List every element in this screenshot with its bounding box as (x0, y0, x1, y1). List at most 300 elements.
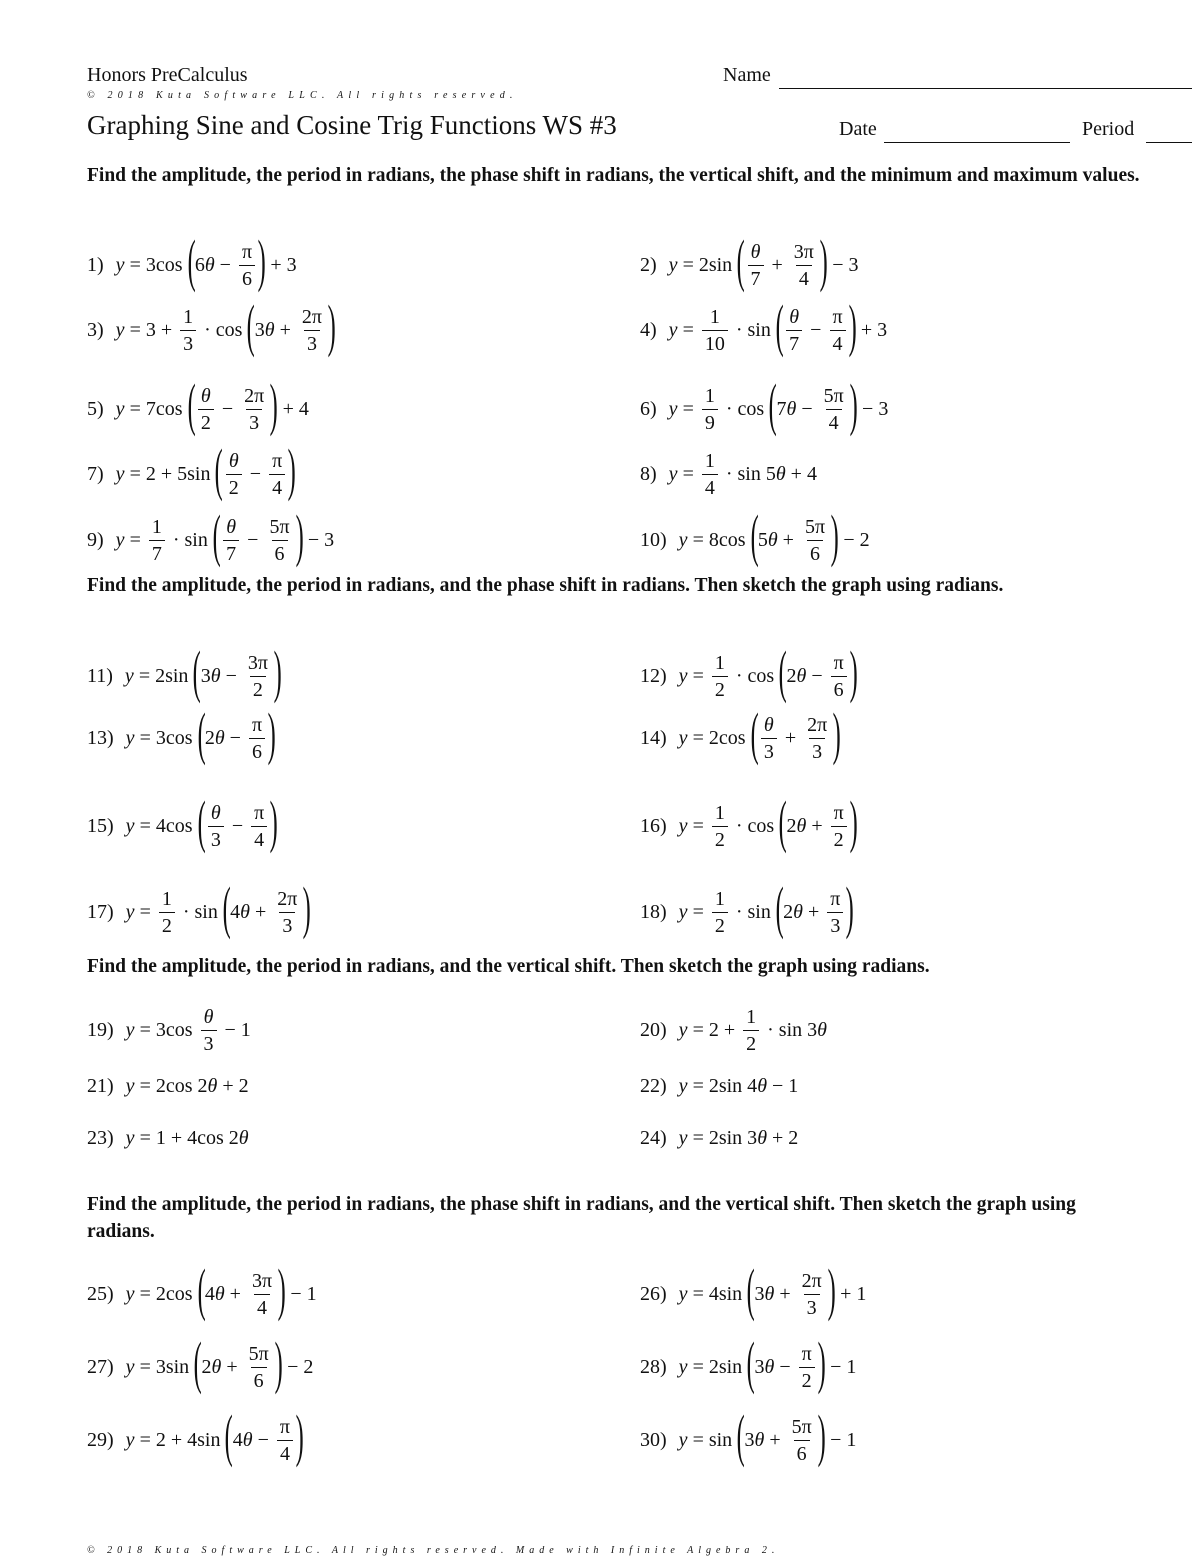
problem-29 (87, 1405, 303, 1475)
equation-text: + (766, 253, 788, 276)
equation-text: = 3 + (124, 318, 178, 341)
variable: θ (204, 253, 215, 276)
problem-number: 22) (640, 1074, 667, 1097)
problem-number: 16) (640, 814, 667, 837)
open-paren: ( (197, 789, 206, 854)
problem-15 (87, 791, 278, 861)
fraction (831, 653, 847, 700)
fraction-denominator: 2 (712, 826, 728, 850)
variable: θ (214, 1282, 225, 1305)
equation (669, 451, 817, 498)
fraction-numerator: 2π (244, 384, 265, 407)
equation (678, 1403, 857, 1469)
close-paren: ) (849, 372, 858, 437)
fraction-numerator: 1 (704, 449, 715, 472)
fraction (241, 386, 267, 433)
problem-number: 5) (87, 397, 104, 420)
equation-text: = 3cos (134, 1018, 198, 1041)
instructions-section-1: Find the amplitude, the period in radians, the phase shift in radians, the vertical shift, and the minimum and maximum values. (87, 165, 1140, 186)
equation-text: = (687, 664, 709, 687)
equation-text: · sin 3 (762, 1018, 818, 1041)
fraction (827, 889, 843, 936)
equation-text: − (806, 664, 828, 687)
variable: y (678, 726, 688, 749)
fraction-numerator: 1 (714, 801, 725, 824)
fraction-numerator: 1 (183, 305, 194, 328)
problem-number: 10) (640, 528, 667, 551)
variable: θ (796, 814, 807, 837)
equation-text: − (805, 318, 827, 341)
equation (668, 372, 889, 438)
equation-text: 2 (786, 664, 797, 687)
fraction-denominator: 2 (198, 409, 214, 433)
problem-14 (640, 703, 841, 773)
fraction (246, 1344, 272, 1391)
close-paren: ) (273, 639, 282, 704)
close-paren: ) (849, 789, 858, 854)
equation-text: − 2 (838, 528, 870, 551)
equation-text: − 1 (285, 1282, 317, 1305)
fraction-numerator: π (272, 449, 283, 472)
equation (115, 372, 309, 438)
equation (679, 1127, 799, 1150)
open-paren: ( (197, 701, 206, 766)
fraction (274, 889, 300, 936)
variable: θ (793, 900, 803, 923)
fraction (702, 386, 718, 433)
fraction (149, 517, 165, 564)
open-paren: ( (222, 875, 231, 940)
problem-24 (640, 1103, 798, 1173)
fraction-numerator: 3π (793, 240, 814, 263)
equation-text: = (134, 900, 156, 923)
fraction-denominator: 2 (743, 1030, 759, 1054)
equation (678, 701, 841, 767)
close-paren: ) (295, 503, 304, 568)
problem-5 (87, 374, 309, 444)
close-paren: ) (830, 503, 839, 568)
problem-7 (87, 439, 296, 509)
fraction-denominator: 6 (794, 1440, 810, 1464)
problem-27 (87, 1332, 313, 1402)
problem-number: 8) (640, 462, 657, 485)
problem-2 (640, 230, 859, 300)
equation (126, 1075, 249, 1098)
fraction-numerator: θ (200, 384, 211, 407)
equation-text: = 2sin (133, 664, 194, 687)
fraction-denominator: 2 (831, 826, 847, 850)
name-field[interactable] (779, 88, 1192, 89)
equation-text: = 2 + (687, 1018, 741, 1041)
equation-text: · sin 5 (720, 462, 776, 485)
open-paren: ( (768, 372, 777, 437)
equation-text: − (774, 1355, 796, 1378)
equation (678, 1257, 867, 1323)
equation-text: 3 (200, 664, 211, 687)
equation-text: + (221, 1355, 243, 1378)
footer-copyright: © 2018 Kuta Software LLC. All rights reserved. Made with Infinite Algebra 2. (87, 1545, 780, 1556)
close-paren: ) (274, 1330, 283, 1395)
fraction (831, 803, 847, 850)
equation (678, 639, 858, 705)
equation-text: 2 (783, 900, 794, 923)
equation (678, 789, 858, 855)
fraction (249, 715, 265, 762)
fraction (249, 1271, 275, 1318)
fraction (829, 307, 845, 354)
fraction-denominator: 4 (254, 1294, 270, 1318)
variable: y (678, 1074, 688, 1097)
equation-text: 2 (204, 726, 215, 749)
problem-number: 3) (87, 318, 104, 341)
equation (115, 228, 297, 294)
close-paren: ) (277, 1257, 286, 1322)
equation (115, 437, 296, 503)
fraction-numerator: θ (226, 515, 237, 538)
problem-11 (87, 641, 281, 711)
equation-text: − (220, 664, 242, 687)
equation-text: − (216, 397, 239, 420)
fraction-denominator: 4 (826, 409, 842, 433)
problem-25 (87, 1259, 317, 1329)
fraction (198, 386, 214, 433)
fraction-denominator: 3 (246, 409, 262, 433)
variable: y (668, 462, 678, 485)
equation-text: + (806, 814, 828, 837)
close-paren: ) (269, 372, 278, 437)
variable: y (678, 814, 688, 837)
variable: y (115, 397, 125, 420)
fraction-denominator: 3 (761, 738, 777, 762)
fraction (223, 517, 239, 564)
fraction (208, 803, 224, 850)
fraction-denominator: 3 (279, 912, 295, 936)
fraction (226, 451, 242, 498)
equation-text: + (774, 1282, 796, 1305)
close-paren: ) (832, 701, 841, 766)
equation-text: + 4 (785, 462, 817, 485)
close-paren: ) (269, 789, 278, 854)
fraction-denominator: 6 (831, 676, 847, 700)
variable: θ (767, 528, 778, 551)
problem-4 (640, 295, 887, 365)
equation (678, 503, 870, 569)
fraction-denominator: 6 (249, 738, 265, 762)
equation (125, 1403, 304, 1469)
equation-text: · cos (730, 664, 780, 687)
variable: θ (764, 1282, 775, 1305)
fraction-denominator: 3 (304, 330, 320, 354)
variable: θ (786, 397, 797, 420)
equation-text: − 2 (282, 1355, 314, 1378)
fraction (802, 517, 828, 564)
equation-text: = 2 + 5sin (124, 462, 216, 485)
fraction-numerator: 2π (807, 713, 828, 736)
fraction-numerator: 5π (804, 515, 826, 538)
variable: y (115, 462, 125, 485)
variable: θ (210, 664, 221, 687)
equation (125, 1257, 317, 1323)
fraction (799, 1344, 815, 1391)
equation-text: + (224, 1282, 246, 1305)
course-name: Honors PreCalculus (87, 64, 248, 86)
variable: y (668, 397, 678, 420)
problem-1 (87, 230, 297, 300)
open-paren: ( (247, 293, 256, 358)
fraction-denominator: 3 (804, 1294, 820, 1318)
problem-number: 21) (87, 1074, 114, 1097)
equation-text: 3 (754, 1282, 765, 1305)
date-label: Date (839, 118, 877, 140)
variable: y (125, 1074, 135, 1097)
variable: y (115, 528, 125, 551)
fraction-denominator: 4 (269, 474, 285, 498)
fraction-numerator: 5π (269, 515, 290, 538)
equation-text: = 7cos (124, 397, 188, 420)
variable: y (678, 1355, 688, 1378)
fraction-numerator: 5π (823, 384, 844, 407)
equation-text: · sin (167, 528, 213, 551)
close-paren: ) (257, 228, 266, 293)
close-paren: ) (267, 701, 276, 766)
fraction-numerator: 2π (277, 887, 298, 910)
fraction (799, 1271, 825, 1318)
equation-text: = sin (687, 1428, 738, 1451)
equation-text: − 1 (825, 1428, 857, 1451)
fraction-denominator: 6 (272, 540, 288, 564)
fraction-numerator: θ (750, 240, 761, 263)
variable: y (125, 1018, 135, 1041)
problem-8 (640, 439, 817, 509)
equation-text: 4 (204, 1282, 215, 1305)
variable: y (125, 1282, 135, 1305)
fraction-numerator: π (833, 801, 844, 824)
equation (124, 639, 282, 705)
equation-text: − 3 (857, 397, 889, 420)
open-paren: ( (212, 503, 221, 568)
open-paren: ( (187, 228, 196, 293)
problem-number: 28) (640, 1355, 667, 1378)
equation-text: · sin (730, 900, 776, 923)
problem-number: 14) (640, 726, 667, 749)
fraction (201, 1007, 217, 1054)
open-paren: ( (193, 1330, 202, 1395)
fraction-numerator: 3π (247, 651, 268, 674)
fraction (748, 242, 764, 289)
fraction-denominator: 7 (786, 330, 802, 354)
open-paren: ( (750, 701, 759, 766)
variable: y (678, 528, 688, 551)
equation-text: 2 (201, 1355, 212, 1378)
equation-text: − 1 (767, 1074, 799, 1097)
fraction (789, 1417, 815, 1464)
period-field[interactable] (1146, 142, 1192, 143)
fraction-numerator: 1 (714, 887, 725, 910)
problem-number: 4) (640, 318, 657, 341)
equation-text: = 8cos (687, 528, 751, 551)
equation-text: − 3 (302, 528, 335, 551)
problem-number: 12) (640, 664, 667, 687)
equation-text: 7 (776, 397, 787, 420)
close-paren: ) (848, 293, 857, 358)
equation-text: 3 (744, 1428, 755, 1451)
fraction-denominator: 3 (809, 738, 825, 762)
equation-text: − (796, 397, 818, 420)
problem-23 (87, 1103, 249, 1173)
fraction-numerator: 5π (248, 1342, 269, 1365)
equation-text: − (252, 1428, 274, 1451)
equation-text: − (224, 726, 246, 749)
problem-number: 18) (640, 900, 667, 923)
fraction-denominator: 4 (830, 330, 846, 354)
close-paren: ) (817, 1330, 826, 1395)
variable: y (668, 253, 678, 276)
problem-number: 1) (87, 253, 104, 276)
equation-text: + 4 (277, 397, 309, 420)
fraction (702, 451, 718, 498)
equation-text: = (677, 397, 699, 420)
problem-13 (87, 703, 275, 773)
fraction-denominator: 3 (208, 826, 224, 850)
variable: θ (207, 1074, 218, 1097)
open-paren: ( (215, 437, 224, 502)
fraction-numerator: 3π (251, 1269, 273, 1292)
close-paren: ) (817, 1403, 826, 1468)
open-paren: ( (736, 228, 745, 293)
close-paren: ) (295, 1403, 304, 1468)
problem-number: 15) (87, 814, 114, 837)
fraction-numerator: π (251, 713, 263, 736)
equation (125, 875, 312, 941)
variable: y (125, 814, 135, 837)
problem-number: 23) (87, 1126, 114, 1149)
variable: θ (211, 1355, 222, 1378)
fraction-numerator: π (801, 1342, 812, 1365)
open-paren: ( (193, 639, 202, 704)
equation-text: = (677, 318, 699, 341)
problem-number: 29) (87, 1428, 114, 1451)
fraction (245, 653, 271, 700)
equation-text: + (764, 1428, 786, 1451)
variable: y (125, 900, 135, 923)
equation (125, 1330, 314, 1396)
fraction-denominator: 7 (149, 540, 165, 564)
fraction-denominator: 4 (251, 826, 267, 850)
fraction-numerator: π (254, 801, 265, 824)
variable: y (678, 1428, 688, 1451)
problem-28 (640, 1332, 856, 1402)
equation (115, 503, 335, 569)
equation (679, 1075, 799, 1098)
variable: θ (264, 318, 275, 341)
fraction-numerator: 1 (151, 515, 162, 538)
date-field[interactable] (884, 142, 1070, 143)
equation-text: + (803, 900, 825, 923)
equation (668, 228, 859, 294)
fraction-numerator: 1 (714, 651, 725, 674)
open-paren: ( (187, 372, 196, 437)
equation (126, 1127, 249, 1150)
equation-text: − (226, 814, 249, 837)
fraction-numerator: 2π (801, 1269, 822, 1292)
variable: y (115, 253, 125, 276)
fraction-denominator: 2 (226, 474, 242, 498)
equation-text: 4 (230, 900, 241, 923)
open-paren: ( (775, 875, 784, 940)
fraction (251, 803, 267, 850)
equation-text: = 2cos (134, 1282, 198, 1305)
open-paren: ( (750, 503, 759, 568)
problem-3 (87, 295, 335, 365)
fraction-numerator: θ (203, 1005, 214, 1028)
fraction (299, 307, 325, 354)
problem-number: 19) (87, 1018, 114, 1041)
fraction-denominator: 7 (223, 540, 239, 564)
problem-number: 20) (640, 1018, 667, 1041)
fraction-denominator: 3 (201, 1030, 217, 1054)
open-paren: ( (225, 1403, 234, 1468)
fraction-denominator: 4 (277, 1440, 293, 1464)
fraction-numerator: θ (789, 305, 800, 328)
fraction-denominator: 6 (239, 265, 255, 289)
fraction-numerator: 1 (161, 887, 172, 910)
equation-text: − 3 (827, 253, 859, 276)
fraction-denominator: 2 (250, 676, 266, 700)
fraction (791, 242, 817, 289)
problem-number: 25) (87, 1282, 114, 1305)
equation-text: = (687, 900, 709, 923)
equation-text: = 3sin (134, 1355, 195, 1378)
fraction (743, 1007, 759, 1054)
equation (679, 1007, 827, 1054)
fraction-numerator: θ (228, 449, 239, 472)
problem-number: 9) (87, 528, 104, 551)
fraction-denominator: 6 (807, 540, 823, 564)
instructions-section-4: Find the amplitude, the period in radians, the phase shift in radians, and the vertical shift. Then sketch the graph using radians. (87, 1194, 1076, 1242)
equation-text: = 2sin (687, 1355, 748, 1378)
equation-text: = (677, 462, 699, 485)
variable: y (678, 1018, 688, 1041)
equation-text: 4 (232, 1428, 243, 1451)
fraction-numerator: θ (210, 801, 221, 824)
equation-text: + 3 (855, 318, 888, 341)
fraction-denominator: 7 (748, 265, 764, 289)
fraction-denominator: 10 (702, 330, 728, 354)
equation (126, 1007, 251, 1054)
fraction-numerator: π (241, 240, 253, 263)
equation-text: = 4sin (687, 1282, 748, 1305)
fraction-denominator: 3 (180, 330, 196, 354)
problem-16 (640, 791, 857, 861)
equation-text: = 2sin 4 (687, 1074, 758, 1097)
fraction (180, 307, 196, 354)
equation-text: 2 (786, 814, 797, 837)
variable: y (125, 726, 135, 749)
instructions-section-3: Find the amplitude, the period in radians, and the vertical shift. Then sketch the graph using radians. (87, 956, 930, 977)
fraction (786, 307, 802, 354)
fraction-denominator: 9 (702, 409, 718, 433)
open-paren: ( (775, 293, 784, 358)
fraction-numerator: π (833, 651, 844, 674)
fraction-numerator: 1 (704, 384, 715, 407)
open-paren: ( (746, 1330, 755, 1395)
fraction-numerator: 1 (709, 305, 720, 328)
equation-text: + 2 (767, 1126, 799, 1149)
equation (668, 293, 888, 359)
close-paren: ) (827, 1257, 836, 1322)
variable: θ (817, 1018, 827, 1041)
equation-text: 3 (754, 1355, 765, 1378)
